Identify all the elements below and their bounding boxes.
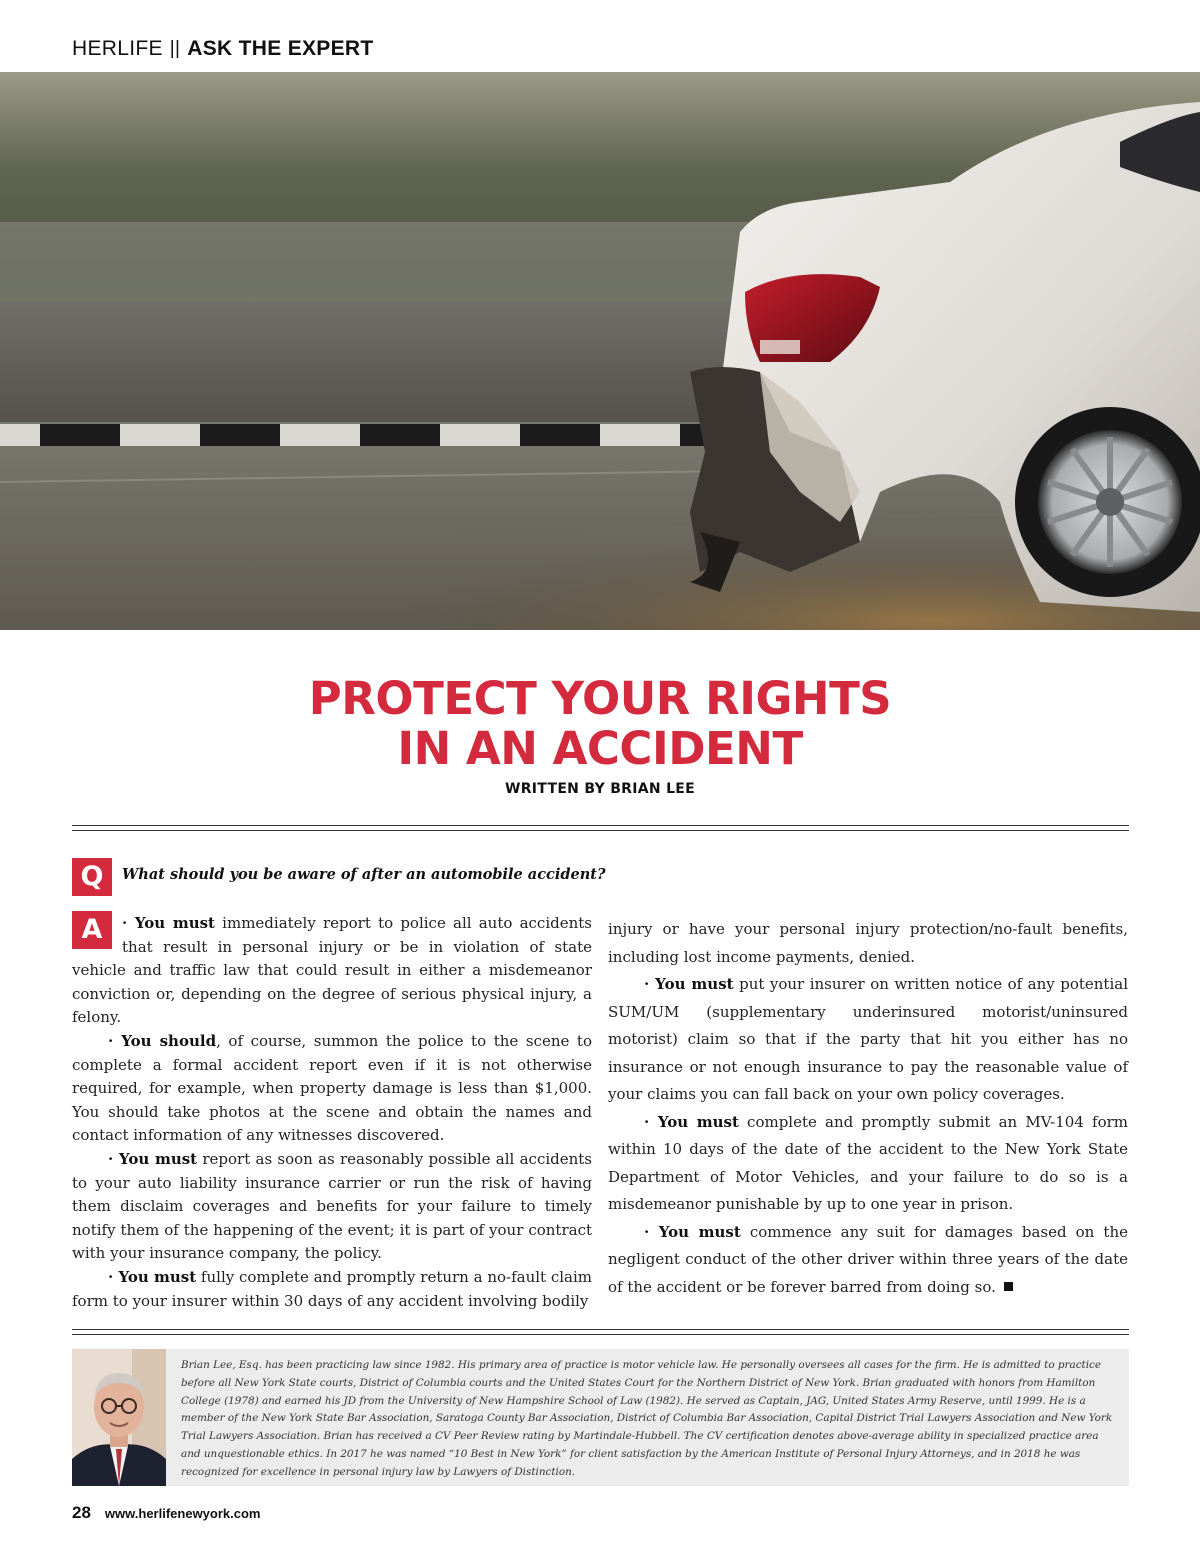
byline: WRITTEN BY BRIAN LEE <box>504 781 696 797</box>
title-line-1: PROTECT YOUR RIGHTS <box>308 672 892 725</box>
paragraph-lead: · You must <box>644 1222 741 1241</box>
paragraph-text: fully complete and promptly return a no-fault claim form to your insurer within 30 days of any accident involving bodily <box>72 1267 593 1310</box>
article-column-right <box>608 916 1128 1301</box>
section-header <box>72 34 374 64</box>
paragraph <box>72 1030 592 1148</box>
page-footer <box>72 1503 260 1523</box>
question-text: What should you be aware of after an automobile accident? <box>122 866 606 883</box>
paragraph <box>72 1148 592 1266</box>
author-bio-box <box>72 1349 1129 1486</box>
page-number: 28 <box>72 1503 91 1522</box>
paragraph <box>608 916 1128 971</box>
paragraph <box>72 912 592 1030</box>
paragraph-text: put your insurer on written notice of any potential SUM/UM (supplementary underinsured motorist/uninsured motorist) claim so that if the party that hit you either has no insurance or not enough insurance to pay the reasonable value of your claims you can fall back on your own policy coverages. <box>608 975 1128 1103</box>
paragraph <box>608 1219 1128 1302</box>
end-of-article-icon <box>1004 1282 1013 1291</box>
author-photo <box>72 1349 166 1486</box>
magazine-name: HERLIFE <box>72 37 163 60</box>
paragraph-lead: · You must <box>122 914 215 932</box>
paragraph-lead: · You must <box>644 975 734 993</box>
paragraph-lead: · You must <box>644 1112 739 1131</box>
paragraph-text: complete and promptly submit an MV-104 form within 10 days of the date of the accident to the New York State Department of Motor Vehicles, and your failure to do so is a misdemeanor punishable by up to one year in prison. <box>608 1112 1128 1213</box>
website-link[interactable]: www.herlifenewyork.com <box>104 1506 261 1521</box>
question-badge: Q <box>72 858 112 896</box>
paragraph-lead: · You must <box>108 1267 197 1286</box>
paragraph <box>72 1266 592 1313</box>
article-column-left <box>72 912 592 1313</box>
divider-rule-top <box>72 825 1129 831</box>
answer-badge-spacer <box>72 912 122 958</box>
paragraph-lead: · You should <box>108 1031 217 1050</box>
article-title <box>0 674 1200 774</box>
answer-badge: A <box>72 911 112 949</box>
paragraph-text: report as soon as reasonably possible all accidents to your auto liability insurance carrier or run the risk of having them disclaim coverages and benefits for your failure to timely notify them of the happening of the event; it is part of your contract with your insurance company, the policy. <box>72 1149 593 1263</box>
header-separator: || <box>169 38 181 59</box>
paragraph-text: commence any suit for damages based on the negligent conduct of the other driver within three years of the date of the accident or be forever barred from doing so. <box>608 1222 1128 1296</box>
title-line-2: IN AN ACCIDENT <box>397 722 803 775</box>
paragraph-text: , of course, summon the police to the scene to complete a formal accident report even if it is not otherwise required, for example, when property damage is less than $1,000. You should take photos at the scene and obtain the names and contact information of any witnesses discovered. <box>72 1031 592 1145</box>
paragraph-text: injury or have your personal injury protection/no-fault benefits, including lost income payments, denied. <box>608 920 1128 966</box>
author-bio-text: Brian Lee, Esq. has been practicing law since 1982. His primary area of practice is motor vehicle law. He personally oversees all cases for the firm. He is admitted to practice before all New York State courts, District of Columbia courts and the United States Court for the Northern District of New York. Brian graduated with honors from Hamilton College (1978) and earned his JD from the University of New Hampshire School of Law (1982). He served as Captain, JAG, United States Army Reserve, until 1999. He is a member of the New York State Bar Association, Saratoga County Bar Association, District of Columbia Bar Association, Capital District Trial Lawyers Association and New York Trial Lawyers Association. Brian has received a CV Peer Review rating by Martindale-Hubbell. The CV certification denotes above-average ability in specialized practice area and unquestionable ethics. In 2017 he was named “10 Best in New York” for client satisfaction by the American Institute of Personal Injury Attorneys, and in 2018 he was recognized for excellence in personal injury law by Lawyers of Distinction. <box>181 1359 1113 1478</box>
paragraph <box>608 971 1128 1109</box>
paragraph-lead: · You must <box>108 1149 198 1168</box>
paragraph-text: immediately report to police all auto accidents that result in personal injury or be in violation of state vehicle and traffic law that could result in either a misdemeanor conviction or, depending on the degree of serious physical injury, a felony. <box>72 914 592 1027</box>
section-name: ASK THE EXPERT <box>187 37 374 60</box>
paragraph <box>608 1109 1128 1219</box>
divider-rule-bottom <box>72 1329 1129 1335</box>
hero-image <box>0 72 1200 630</box>
